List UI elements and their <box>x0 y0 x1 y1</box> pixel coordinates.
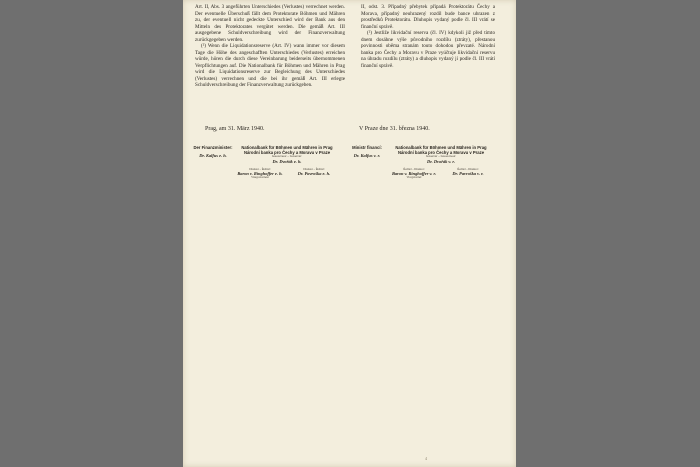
german-director-2 <box>289 168 339 176</box>
german-governor-name: Dr. Dvořák e. h. <box>272 158 302 164</box>
czech-bank-signature <box>389 145 493 164</box>
german-minister-name: Dr. Kalfus e. h. <box>199 153 227 159</box>
german-director-1 <box>235 168 285 180</box>
german-bank-signature <box>235 145 339 164</box>
german-minister-signature <box>193 145 233 158</box>
czech-bank-name: Nationalbank für Böhmen und Mähren in Prag Národní banka pro Čechy a Moravu v Praze <box>395 145 487 156</box>
german-bank-name: Nationalbank für Böhmen und Mähren in Prag Národní banka pro Čechy a Moravu v Praze <box>241 145 333 156</box>
czech-director1-sub: Viceguvernér <box>406 176 422 180</box>
german-director1-role: Direktor – Ředitel: <box>249 168 271 171</box>
czech-director1-role: Ředitel – Direktor: <box>403 168 425 171</box>
german-director2-role: Direktor – Ředitel: <box>303 168 325 171</box>
czech-director1-name: Baron v. Ringhoffer v. r. <box>391 171 437 177</box>
german-paragraph-1: Art. II, Abs. 3 angeführten Unterschiedes (Verlustes) verrechnet werden. Der eventuelle Überschuß fällt dem Protektorate Böhmen und Mähren zu, der eventuell nicht gedeckte Unterschied wird der Bank aus den Mitteln des Protektorates vergütet werden. Die gemäß Art. III ausgegebene Schuldverschreibung wird der Finanzverwaltung zurückgegeben werden. <box>195 4 345 43</box>
czech-paragraph-1: II, odst. 3. Případný přebytek připadá Protektorátu Čechy a Morava, případný neuhrazený rozdíl bude bance uhrazen z prostředků Protektorátu. Dluhopis vydaný podle čl. III vrátí se finanční správě. <box>361 4 495 30</box>
page-number: 4 <box>425 456 427 461</box>
czech-governor-role: Guvernér – Gouverneur: <box>425 154 457 159</box>
czech-minister-signature <box>347 145 387 158</box>
german-director2-name: Dr. Pavroška e. h. <box>297 171 331 177</box>
czech-text-column <box>361 4 495 69</box>
czech-director2-name: Dr. Pavroška v. r. <box>452 171 484 177</box>
czech-paragraph-2: (²) Jestliže likvidační reserva (čl. IV) kdykoli již před tímto dnem dosáhne výše původního rozdílu (ztráty), přestanou povinnosti oběma stranám touto dohodou převzaté. Národní banka pro Čechy a Moravu v Praze vyúčtuje likvidační reservu na úhradu rozdílu (ztráty) a dluhopis vydaný jí podle čl. III vrátí finanční správě. <box>361 30 495 69</box>
german-place-date: Prag, am 31. März 1940. <box>205 126 265 132</box>
german-governor-role: Gouverneur – Guvernér: <box>271 154 303 159</box>
czech-governor-name: Dr. Dvořák v. r. <box>427 158 455 164</box>
czech-place-date: V Praze dne 31. března 1940. <box>359 126 430 132</box>
czech-minister-name: Dr. Kalfus v. r. <box>353 153 381 159</box>
document-page <box>183 0 516 467</box>
czech-director-1 <box>389 168 439 180</box>
czech-director-2 <box>443 168 493 176</box>
german-paragraph-2: (²) Wenn die Liquidationsreserve (Art. IV) wann immer vor diesem Tage die Höhe des angeschafften Unterschiedes (Verlustes) erreichen würde, hören die durch diese Vereinbarung beiderseits übernommenen Verpflichtungen auf. Die Nationalbank für Böhmen und Mähren in Prag wird die Liquidationsreserve zur Begleichung des Unterschiedes (Verlustes) verrechnen und die bei ihr gemäß Art. III erlegte Schuldverschreibung der Finanzverwaltung zurückgeben. <box>195 43 345 88</box>
german-director1-sub: Vizegouverneur <box>251 176 269 180</box>
czech-minister-title: Ministr financí: <box>352 145 382 150</box>
german-minister-title: Der Finanzminister: <box>193 145 233 150</box>
german-director1-name: Baron v. Ringhoffer e. h. <box>237 171 283 177</box>
czech-director2-role: Ředitel – Direktor: <box>457 168 479 171</box>
german-text-column <box>195 4 345 89</box>
